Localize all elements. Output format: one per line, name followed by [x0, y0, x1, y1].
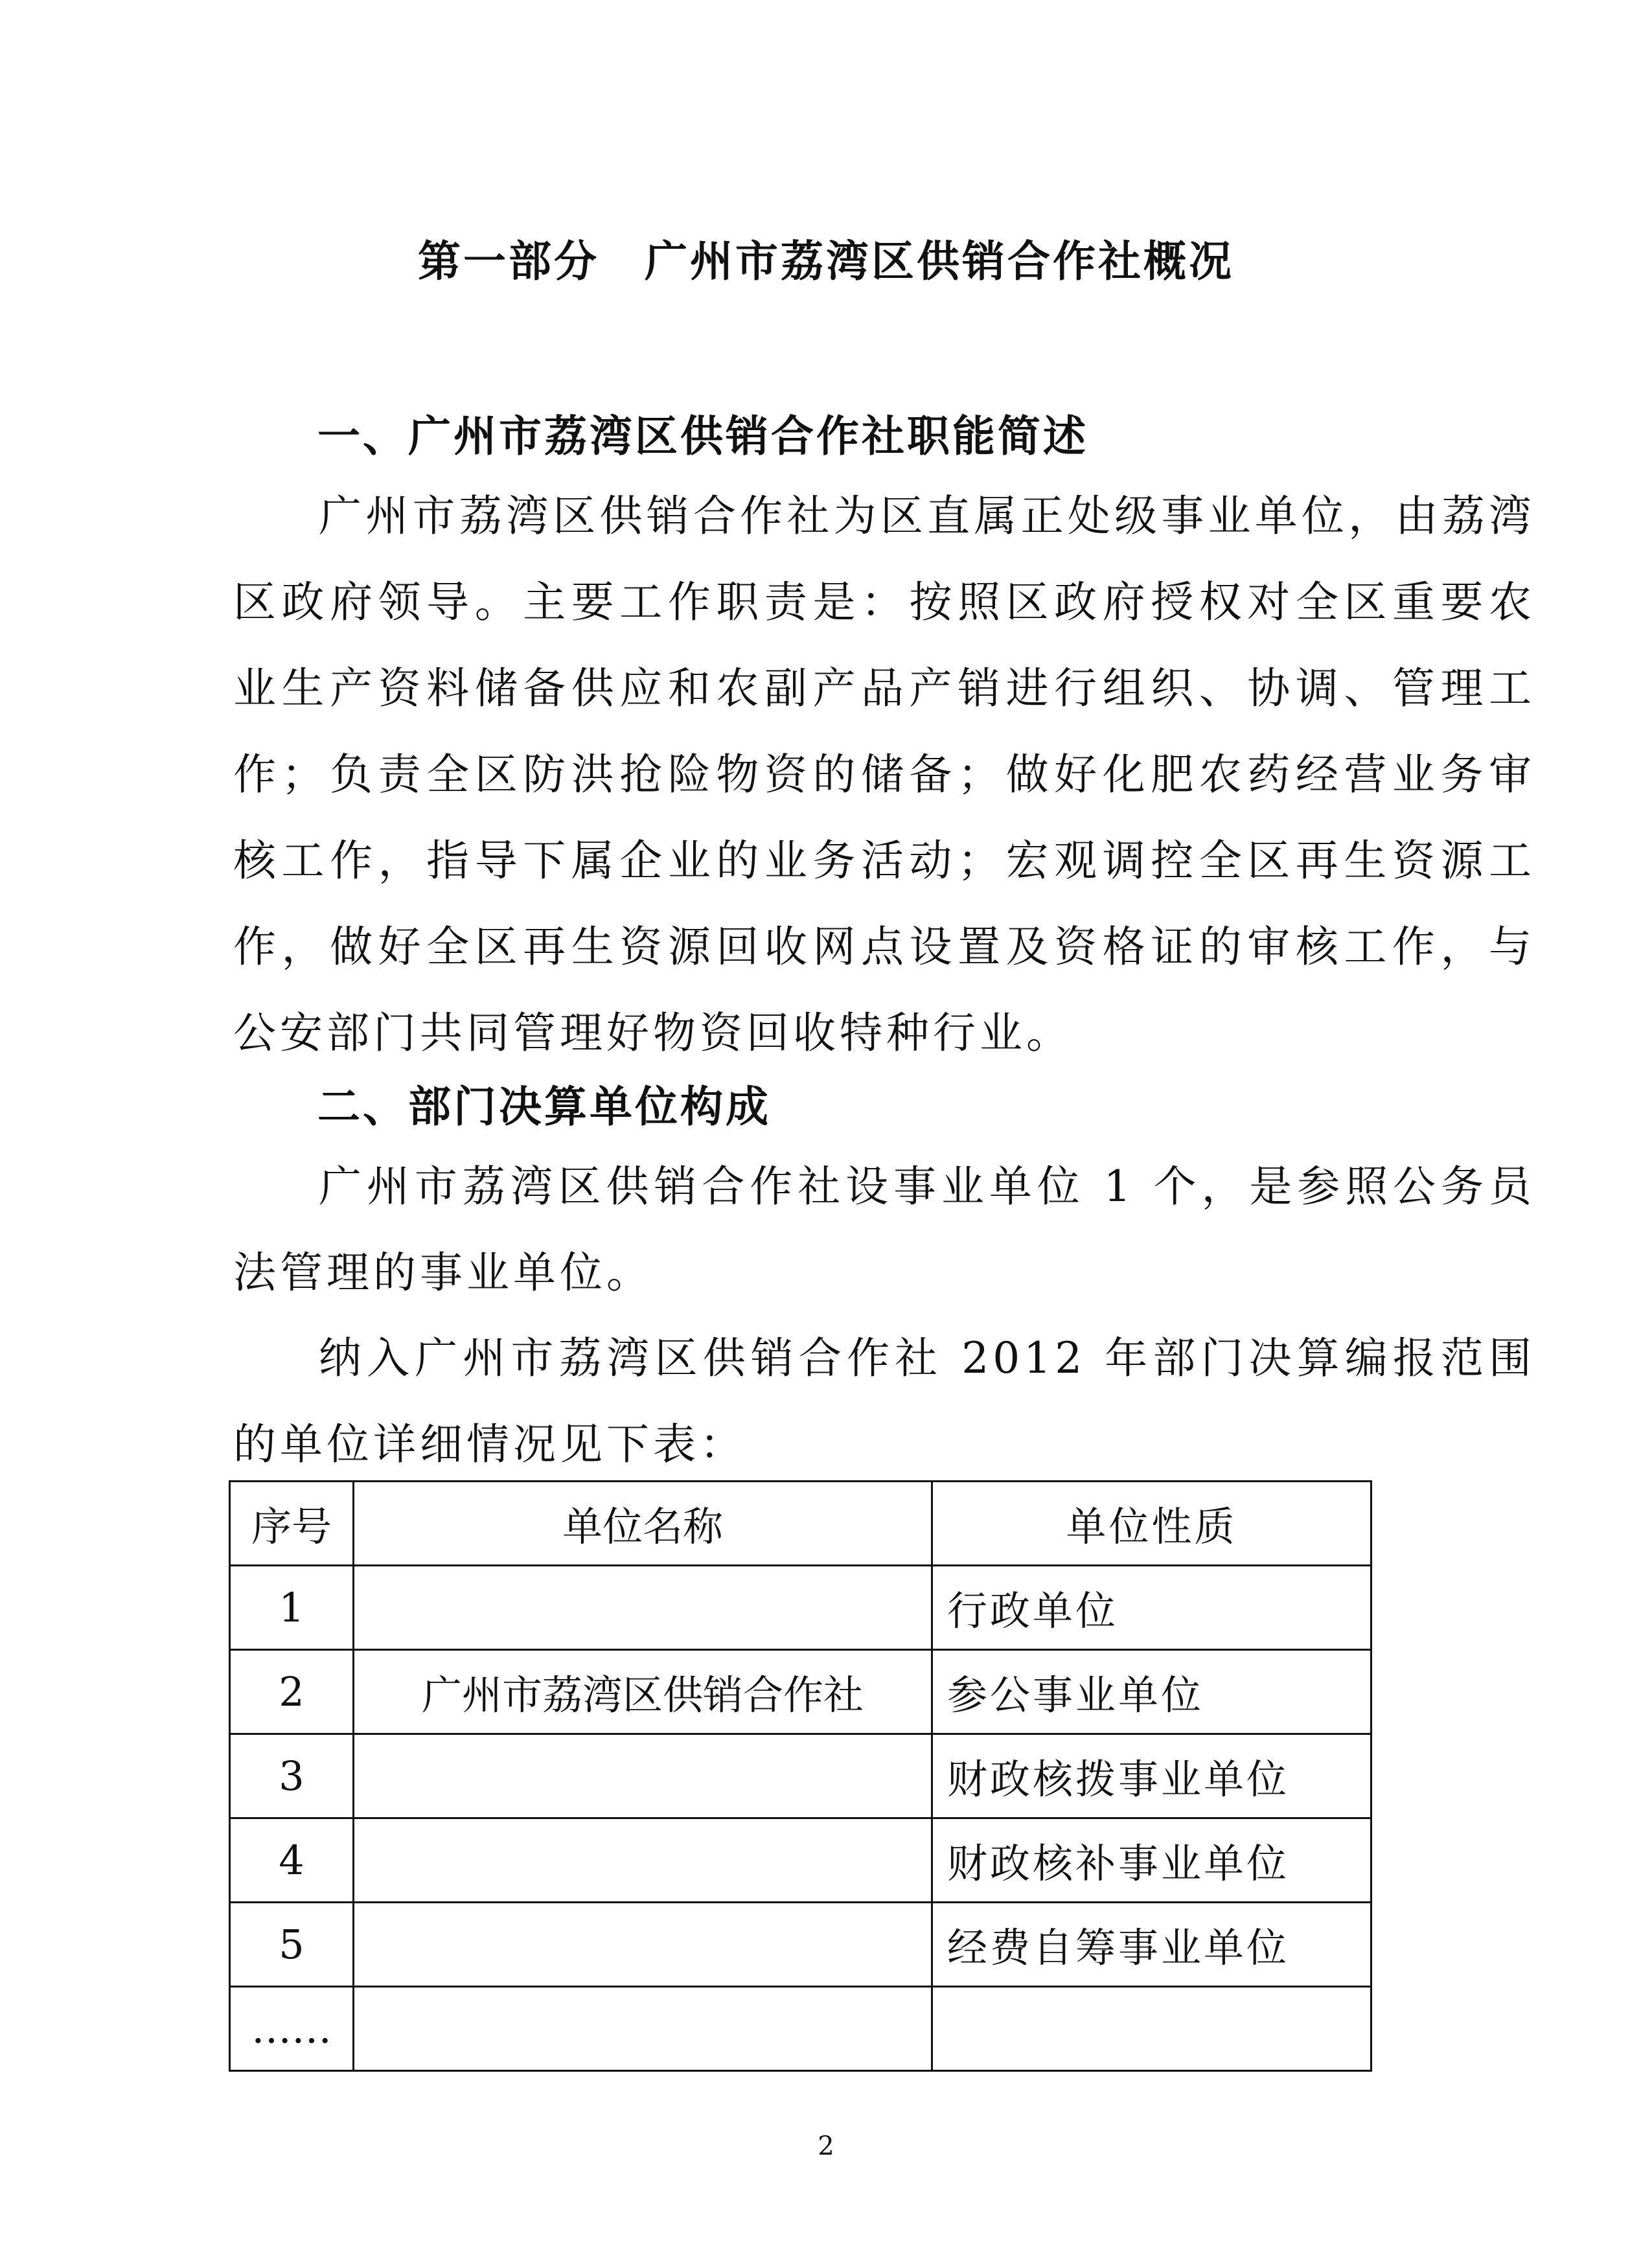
row-unit-type: 财政核补事业单位: [932, 1818, 1371, 1903]
row-unit-name: [354, 1987, 932, 2071]
row-unit-type: 经费自筹事业单位: [932, 1903, 1371, 1987]
page-title: 第一部分 广州市荔湾区供销合作社概况: [418, 236, 1234, 286]
row-unit-type: 参公事业单位: [932, 1650, 1371, 1734]
row-unit-name: [354, 1566, 932, 1650]
units-table: [229, 1480, 1372, 2072]
table-row: [230, 1987, 1371, 2071]
row-unit-type: [932, 1987, 1371, 2071]
section-heading-units: 二、部门决算单位构成: [317, 1081, 771, 1132]
row-unit-name: [354, 1734, 932, 1818]
header-unit-name: 单位名称: [354, 1482, 932, 1566]
row-number: 4: [230, 1818, 354, 1903]
row-unit-name: [354, 1903, 932, 1987]
row-number: 2: [230, 1650, 354, 1734]
units-paragraph: 广州市荔湾区供销合作社设事业单位 1 个，是参照公务员法管理的事业单位。: [233, 1162, 1535, 1298]
header-unit-type: 单位性质: [932, 1482, 1371, 1566]
table-row: [230, 1734, 1371, 1818]
row-unit-type: 行政单位: [932, 1566, 1371, 1650]
table-header-row: [230, 1482, 1371, 1566]
table-row: [230, 1650, 1371, 1734]
row-unit-name: 广州市荔湾区供销合作社: [354, 1650, 932, 1734]
header-number: 序号: [230, 1482, 354, 1566]
row-number: 1: [230, 1566, 354, 1650]
row-unit-name: [354, 1818, 932, 1903]
row-unit-type: 财政核拨事业单位: [932, 1734, 1371, 1818]
row-number: 3: [230, 1734, 354, 1818]
page-number: 2: [818, 2131, 834, 2161]
table-row: [230, 1903, 1371, 1987]
row-number: 5: [230, 1903, 354, 1987]
scope-paragraph: 纳入广州市荔湾区供销合作社 2012 年部门决算编报范围的单位详细情况见下表：: [233, 1333, 1535, 1469]
section-heading-functions: 一、广州市荔湾区供销合作社职能简述: [317, 411, 1088, 461]
functions-paragraph: 广州市荔湾区供销合作社为区直属正处级事业单位，由荔湾区政府领导。主要工作职责是：按照区政府授权对全区重要农业生产资料储备供应和农副产品产销进行组织、协调、管理工作；负责全区防洪抢险物资的储备；做好化肥农药经营业务审核工作，指导下属企业的业务活动；宏观调控全区再生资源工作，做好全区再生资源回收网点设置及资格证的审核工作，与公安部门共同管理好物资回收特种行业。: [233, 491, 1535, 1058]
table-row: [230, 1818, 1371, 1903]
table-row: [230, 1566, 1371, 1650]
row-number: ……: [230, 1987, 354, 2071]
